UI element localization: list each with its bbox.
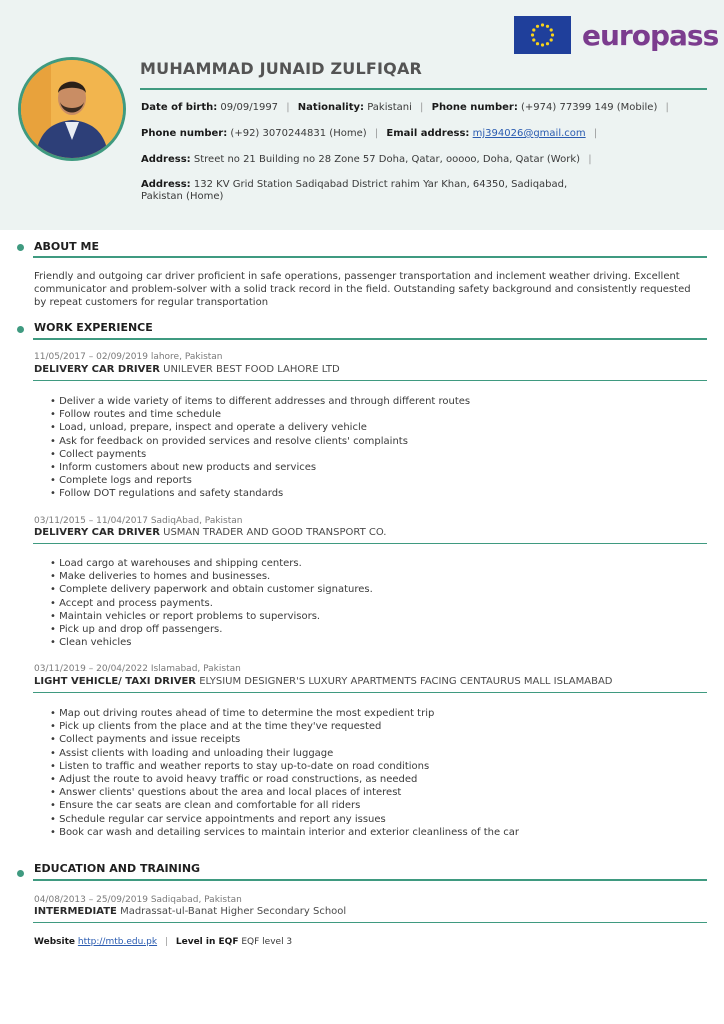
job-role: DELIVERY CAR DRIVER	[34, 364, 160, 375]
list-item: • Ensure the car seats are clean and comfortable for all riders	[50, 799, 519, 812]
list-item: • Load cargo at warehouses and shipping centers.	[50, 557, 373, 570]
job-title	[34, 527, 386, 538]
name-divider	[140, 88, 707, 90]
list-item: • Answer clients' questions about the area and local places of interest	[50, 786, 519, 799]
list-item: • Complete logs and reports	[50, 474, 470, 487]
list-item: • Adjust the route to avoid heavy traffic or road constructions, as needed	[50, 773, 519, 786]
list-item: • Deliver a wide variety of items to different addresses and through different routes	[50, 395, 470, 408]
work-address-label: Address:	[141, 154, 191, 165]
phone-home-label: Phone number:	[141, 128, 228, 139]
phone-mobile-label: Phone number:	[431, 102, 518, 113]
list-item: • Follow routes and time schedule	[50, 408, 470, 421]
profile-photo	[18, 57, 126, 161]
job-role: LIGHT VEHICLE/ TAXI DRIVER	[34, 676, 196, 687]
contact-line-3	[141, 154, 597, 166]
job-divider	[33, 380, 707, 381]
nationality-value: Pakistani	[367, 102, 412, 113]
separator: |	[286, 102, 290, 113]
list-item: • Pick up clients from the place and at the time they've requested	[50, 720, 519, 733]
job-meta: 03/11/2015 – 11/04/2017 SadiqAbad, Pakistan	[34, 516, 243, 526]
section-bullet-icon	[17, 870, 24, 877]
home-address-value: 132 KV Grid Station Sadiqabad District rahim Yar Khan, 64350, Sadiqabad,	[193, 179, 568, 190]
list-item: • Collect payments and issue receipts	[50, 733, 519, 746]
email-label: Email address:	[386, 128, 470, 139]
separator: |	[665, 102, 669, 113]
job-employer: UNILEVER BEST FOOD LAHORE LTD	[163, 364, 340, 375]
list-item: • Map out driving routes ahead of time to determine the most expedient trip	[50, 707, 519, 720]
work-address-value: Street no 21 Building no 28 Zone 57 Doha, Qatar, ooooo, Doha, Qatar (Work)	[193, 154, 581, 165]
contact-line-4	[141, 179, 567, 191]
job-duties-list	[50, 395, 470, 501]
education-rule	[33, 922, 707, 923]
list-item: • Pick up and drop off passengers.	[50, 623, 373, 636]
contact-line-2	[141, 128, 602, 140]
education-divider	[33, 879, 707, 881]
separator: |	[593, 128, 598, 139]
list-item: • Collect payments	[50, 448, 470, 461]
phone-home-value: (+92) 3070244831 (Home)	[230, 128, 367, 139]
work-heading: WORK EXPERIENCE	[34, 321, 153, 334]
eqf-value: EQF level 3	[241, 937, 293, 947]
section-bullet-icon	[17, 326, 24, 333]
full-name: MUHAMMAD JUNAID ZULFIQAR	[140, 59, 423, 78]
education-details	[34, 937, 292, 947]
separator: |	[164, 937, 168, 947]
separator: |	[374, 128, 379, 139]
separator: |	[420, 102, 424, 113]
list-item: • Clean vehicles	[50, 636, 373, 649]
job-duties-list	[50, 707, 519, 839]
education-title	[34, 906, 346, 917]
job-meta: 11/05/2017 – 02/09/2019 lahore, Pakistan	[34, 352, 223, 362]
job-divider	[33, 692, 707, 693]
list-item: • Follow DOT regulations and safety standards	[50, 487, 470, 500]
list-item: • Accept and process payments.	[50, 597, 373, 610]
europass-wordmark: europass	[582, 19, 719, 52]
list-item: • Listen to traffic and weather reports to stay up-to-date on road conditions	[50, 760, 519, 773]
section-bullet-icon	[17, 244, 24, 251]
education-level: INTERMEDIATE	[34, 906, 117, 917]
work-divider	[33, 338, 707, 340]
list-item: • Inform customers about new products and services	[50, 461, 470, 474]
contact-line-5	[141, 191, 223, 203]
list-item: • Ask for feedback on provided services and resolve clients' complaints	[50, 435, 470, 448]
list-item: • Maintain vehicles or report problems to supervisors.	[50, 610, 373, 623]
education-heading: EDUCATION AND TRAINING	[34, 862, 201, 875]
home-address-label: Address:	[141, 179, 191, 190]
list-item: • Assist clients with loading and unloading their luggage	[50, 747, 519, 760]
contact-line-1	[141, 102, 674, 114]
job-employer: ELYSIUM DESIGNER'S LUXURY APARTMENTS FACING CENTAURUS MALL ISLAMABAD	[199, 676, 613, 687]
list-item: • Load, unload, prepare, inspect and operate a delivery vehicle	[50, 421, 470, 434]
eu-flag-icon	[514, 16, 571, 54]
list-item: • Schedule regular car service appointments and report any issues	[50, 813, 519, 826]
job-employer: USMAN TRADER AND GOOD TRANSPORT CO.	[163, 527, 387, 538]
about-divider	[33, 256, 707, 258]
dob-value: 09/09/1997	[220, 102, 279, 113]
eqf-label: Level in EQF	[175, 937, 239, 947]
phone-mobile-value: (+974) 77399 149 (Mobile)	[521, 102, 658, 113]
separator: |	[588, 154, 592, 165]
europass-logo	[514, 16, 719, 56]
job-meta: 03/11/2019 – 20/04/2022 Islamabad, Pakistan	[34, 664, 241, 674]
job-divider	[33, 543, 707, 544]
about-heading: ABOUT ME	[34, 240, 99, 253]
job-duties-list	[50, 557, 373, 649]
nationality-label: Nationality:	[297, 102, 365, 113]
website-link[interactable]: http://mtb.edu.pk	[77, 937, 158, 947]
job-title	[34, 676, 613, 687]
list-item: • Book car wash and detailing services to maintain interior and exterior cleanliness of the car	[50, 826, 519, 839]
education-meta: 04/08/2013 – 25/09/2019 Sadiqabad, Pakistan	[34, 895, 242, 905]
list-item: • Complete delivery paperwork and obtain customer signatures.	[50, 583, 373, 596]
job-role: DELIVERY CAR DRIVER	[34, 527, 160, 538]
home-address-value-cont: Pakistan (Home)	[141, 191, 224, 202]
job-title	[34, 364, 340, 375]
about-text: Friendly and outgoing car driver proficient in safe operations, passenger transportation and inclement weather driving. Excellent communicator and problem-solver with a solid track record in the field. Outstanding safety background and consistently requested by repeat customers for regular transportation	[34, 271, 691, 308]
dob-label: Date of birth:	[141, 102, 218, 113]
website-label: Website	[34, 937, 76, 947]
email-link[interactable]: mj394026@gmail.com	[472, 128, 586, 139]
education-institution: Madrassat-ul-Banat Higher Secondary School	[120, 906, 347, 917]
list-item: • Make deliveries to homes and businesses.	[50, 570, 373, 583]
